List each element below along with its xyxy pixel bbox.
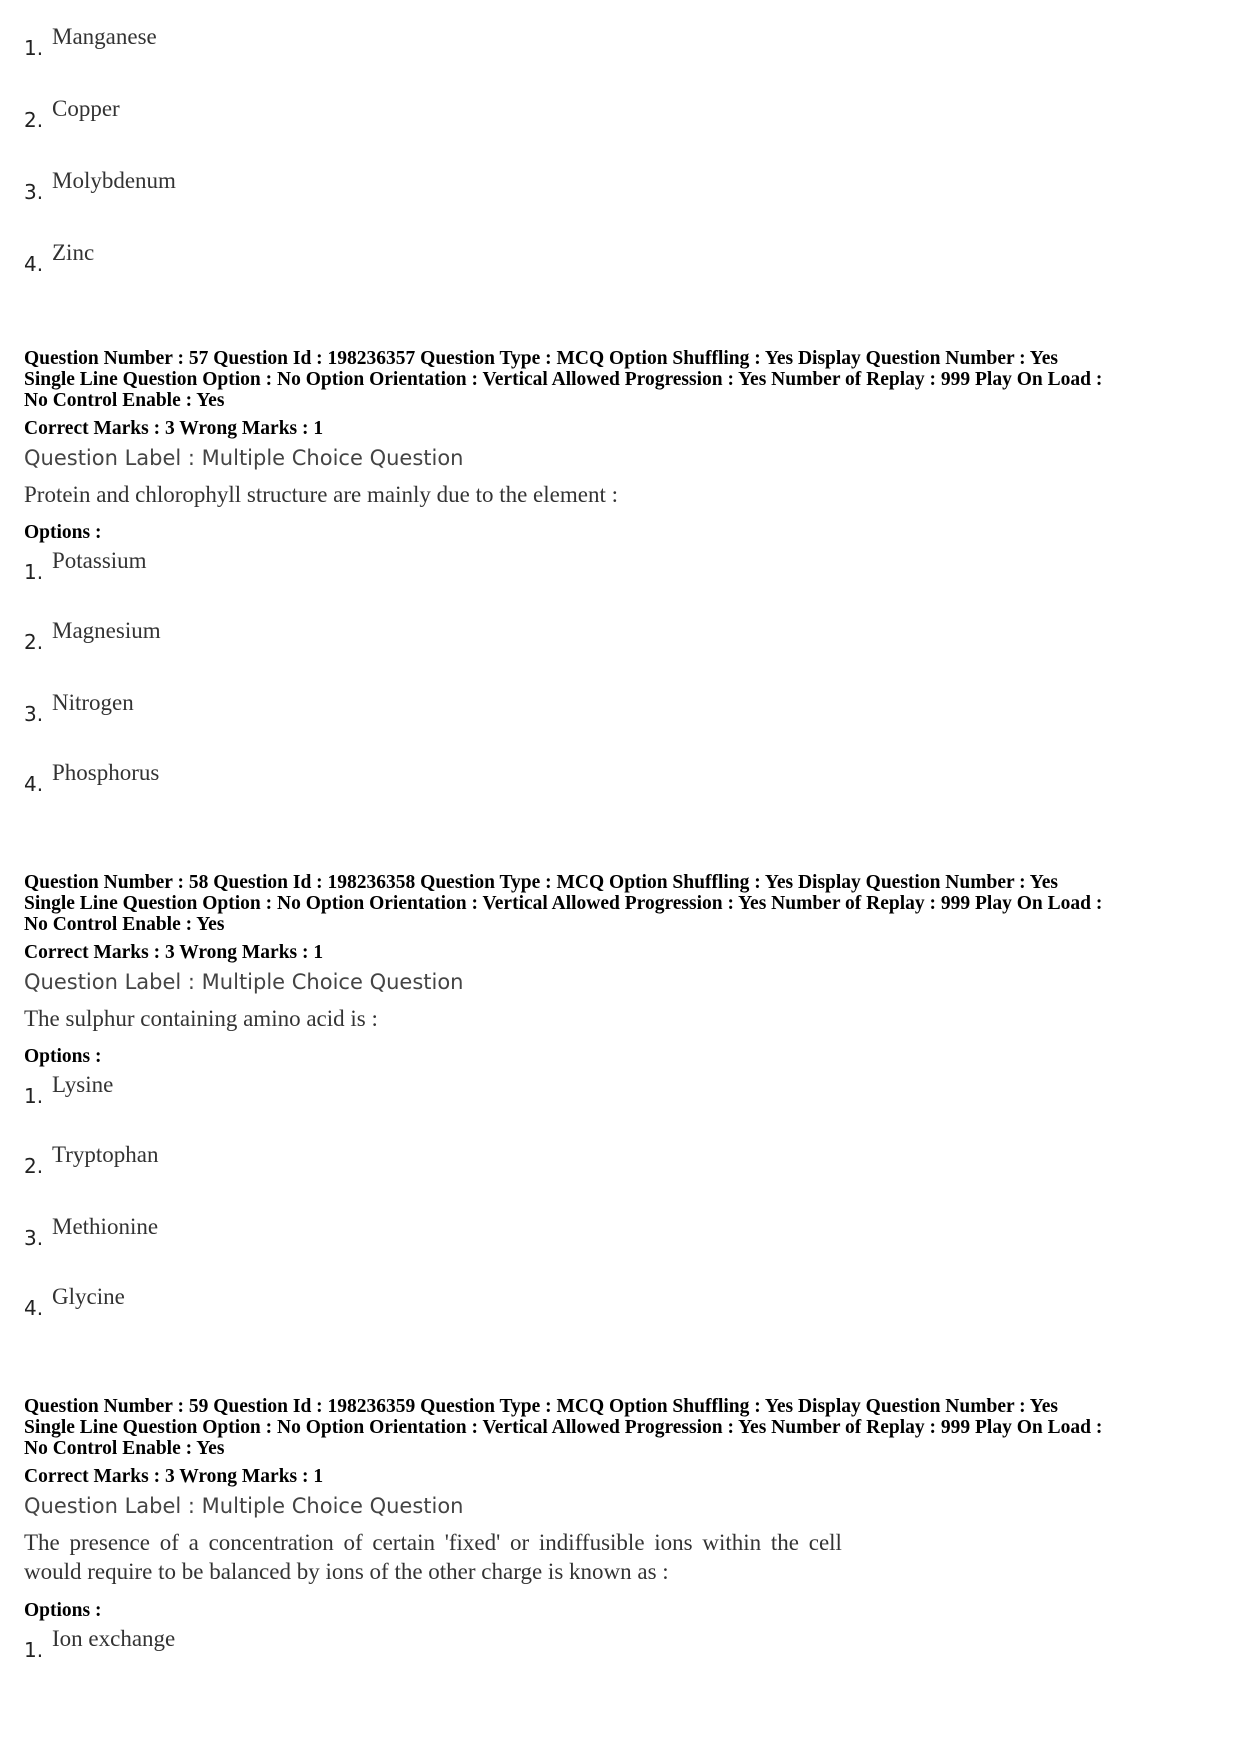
option-text: Methionine — [52, 1214, 159, 1239]
option-text: Copper — [52, 96, 120, 121]
question-text-line: The sulphur containing amino acid is : — [24, 1006, 378, 1031]
question-text — [24, 1528, 842, 1586]
question-text-line: Protein and chlorophyll structure are mainly due to the element : — [24, 482, 618, 507]
question-meta-line: Question Number : 59 Question Id : 198236359 Question Type : MCQ Option Shuffling : Yes Display Question Number : Yes — [24, 1396, 1058, 1417]
option-text: Zinc — [52, 240, 95, 265]
question-text-line: The presence of a concentration of certain 'fixed' or indiffusible ions within the cell — [24, 1530, 842, 1555]
option-number: 2. — [24, 630, 44, 654]
question-meta-line: Single Line Question Option : No Option Orientation : Vertical Allowed Progression : Yes Number of Replay : 999 Play On Load : — [24, 893, 1103, 914]
question-meta-line: No Control Enable : Yes — [24, 914, 225, 935]
question-text-line: would require to be balanced by ions of the other charge is known as : — [24, 1559, 669, 1584]
option-text: Lysine — [52, 1072, 114, 1097]
option-number: 2. — [24, 1154, 44, 1178]
option-text: Nitrogen — [52, 690, 134, 715]
option-number: 3. — [24, 1226, 44, 1250]
option-text: Manganese — [52, 24, 157, 49]
options-heading: Options : — [24, 1046, 102, 1067]
question-meta-line: Question Number : 58 Question Id : 198236358 Question Type : MCQ Option Shuffling : Yes Display Question Number : Yes — [24, 872, 1058, 893]
option-number: 3. — [24, 702, 44, 726]
question-marks: Correct Marks : 3 Wrong Marks : 1 — [24, 942, 324, 963]
options-heading: Options : — [24, 522, 102, 543]
option-text: Glycine — [52, 1284, 125, 1309]
question-meta-line: No Control Enable : Yes — [24, 390, 225, 411]
question-text — [24, 1004, 378, 1033]
question-meta-line: Single Line Question Option : No Option Orientation : Vertical Allowed Progression : Yes Number of Replay : 999 Play On Load : — [24, 1417, 1103, 1438]
option-number: 1. — [24, 36, 44, 60]
option-number: 2. — [24, 108, 44, 132]
option-number: 3. — [24, 180, 44, 204]
option-number: 1. — [24, 1084, 44, 1108]
question-meta-line: Single Line Question Option : No Option Orientation : Vertical Allowed Progression : Yes Number of Replay : 999 Play On Load : — [24, 369, 1103, 390]
question-label: Question Label : Multiple Choice Question — [24, 970, 464, 994]
question-meta — [24, 348, 1224, 411]
option-text: Ion exchange — [52, 1626, 176, 1651]
question-marks: Correct Marks : 3 Wrong Marks : 1 — [24, 418, 324, 439]
option-text: Molybdenum — [52, 168, 176, 193]
options-heading: Options : — [24, 1600, 102, 1621]
question-label: Question Label : Multiple Choice Question — [24, 446, 464, 470]
question-meta — [24, 1396, 1224, 1459]
option-number: 1. — [24, 560, 44, 584]
question-marks: Correct Marks : 3 Wrong Marks : 1 — [24, 1466, 324, 1487]
question-meta-line: No Control Enable : Yes — [24, 1438, 225, 1459]
question-text — [24, 480, 618, 509]
question-label: Question Label : Multiple Choice Question — [24, 1494, 464, 1518]
option-number: 1. — [24, 1638, 44, 1662]
option-number: 4. — [24, 252, 44, 276]
option-text: Tryptophan — [52, 1142, 159, 1167]
option-text: Phosphorus — [52, 760, 160, 785]
option-text: Potassium — [52, 548, 147, 573]
question-meta-line: Question Number : 57 Question Id : 198236357 Question Type : MCQ Option Shuffling : Yes Display Question Number : Yes — [24, 348, 1058, 369]
option-number: 4. — [24, 772, 44, 796]
option-text: Magnesium — [52, 618, 161, 643]
option-number: 4. — [24, 1296, 44, 1320]
question-meta — [24, 872, 1224, 935]
